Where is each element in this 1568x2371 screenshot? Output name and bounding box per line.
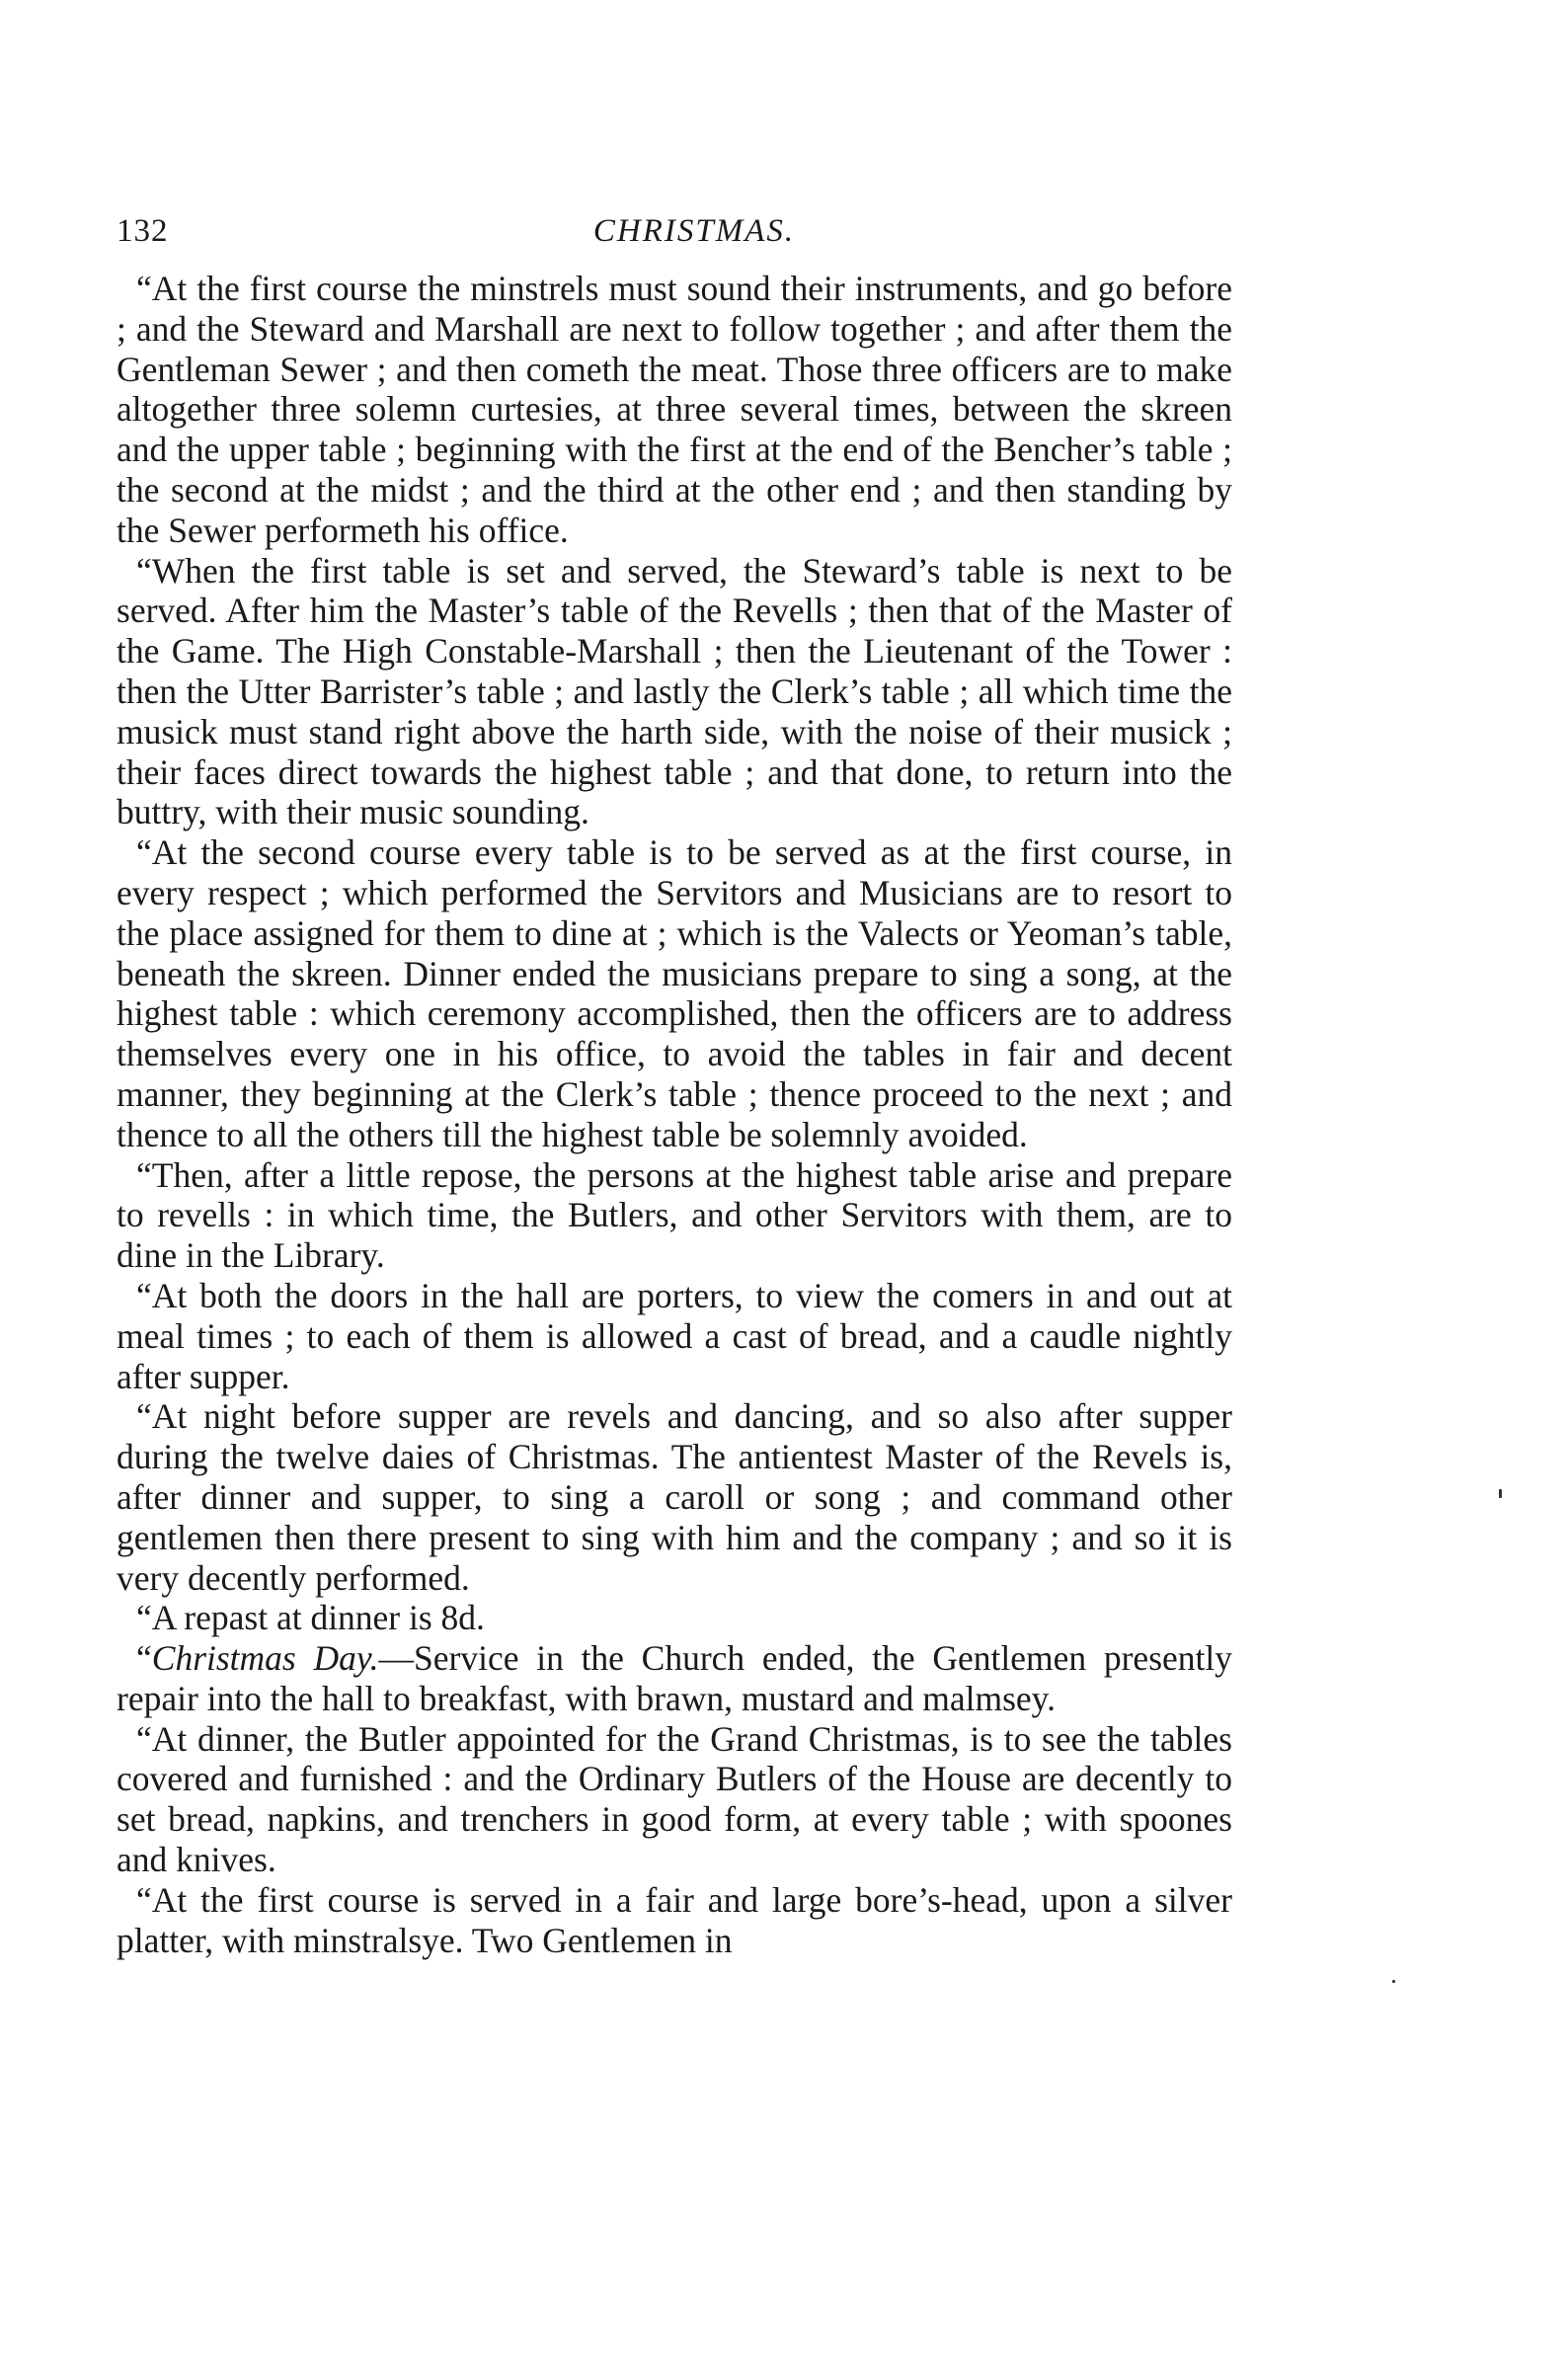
paragraph-table-service: “When the first table is set and served, the Steward’s table is next to be served. After him the Master’s table of the Revells ; then that of the Master of the Game. The High Constable-Marshall ; then the Lieutenant of the Tower : then the Utter Barrister’s table ; and lastly the Clerk’s table ; all which time the musick must stand right above the harth side, with the noise of their musick ; their faces direct towards the highest table ; and that done, to return into the buttry, with their music sounding. (117, 550, 1232, 832)
paragraph-dinner-butler: “At dinner, the Butler appointed for the Grand Christmas, is to see the tables covered and furnished : and the Ordinary Butlers of the House are decently to set bread, napkins, and trenchers in good form, at every table ; with spoones and knives. (117, 1718, 1232, 1880)
running-head (117, 209, 1232, 253)
paragraph-second-course: “At the second course every table is to be served as at the first course, in every respect ; which performed the Servitors and Musicians are to resort to the place assigned for them to dine at ; which is the Valects or Yeoman’s table, beneath the skreen. Dinner ended the musicians prepare to sing a song, at the highest table : which ceremony accomplished, then the officers are to address themselves every one in his office, to avoid the tables in fair and decent manner, they beginning at the Clerk’s table ; thence proceed to the next ; and thence to all the others till the highest table be solemnly avoided. (117, 832, 1232, 1154)
paragraph-revells: “Then, after a little repose, the persons at the highest table arise and prepare to revells : in which time, the Butlers, and other Servitors with them, are to dine in the Library. (117, 1154, 1232, 1276)
page-number: 132 (117, 213, 169, 249)
paragraph-christmas-day (117, 1638, 1232, 1719)
christmas-day-heading: Christmas Day. (151, 1638, 379, 1679)
opening-quote: “ (136, 1638, 152, 1679)
christmas-day-text: —Service in the Church ended, the Gentlemen presently repair into the hall to breakfast, with brawn, mustard and malmsey. (117, 1638, 1232, 1718)
body-text (117, 269, 1232, 1960)
paragraph-first-course: “At the first course the minstrels must sound their instruments, and go before ; and the Steward and Marshall are next to follow together ; and after them the Gentleman Sewer ; and then cometh the meat. Those three officers are to make altogether three solemn curtesies, at three several times, between the skreen and the upper table ; beginning with the first at the end of the Bencher’s table ; the second at the midst ; and the third at the other end ; and then standing by the Sewer performeth his office. (117, 269, 1232, 550)
paragraph-porters: “At both the doors in the hall are porters, to view the comers in and out at meal times ; to each of them is allowed a cast of bread, and a caudle nightly after supper. (117, 1275, 1232, 1396)
ink-speck (1392, 1980, 1395, 1983)
paragraph-revels-dancing: “At night before supper are revels and dancing, and so also after supper during the twelve daies of Christmas. The antientest Master of the Revels is, after dinner and supper, to sing a caroll or song ; and command other gentlemen then there present to sing with him and the company ; and so it is very decently performed. (117, 1396, 1232, 1598)
ink-speck (1499, 1489, 1502, 1498)
running-title: CHRISTMAS. (592, 213, 796, 249)
paragraph-repast: “A repast at dinner is 8d. (136, 1598, 485, 1638)
paragraph-bores-head: “At the first course is served in a fair and large bore’s-head, upon a silver platter, with minstralsye. Two Gentlemen in (117, 1879, 1232, 1960)
